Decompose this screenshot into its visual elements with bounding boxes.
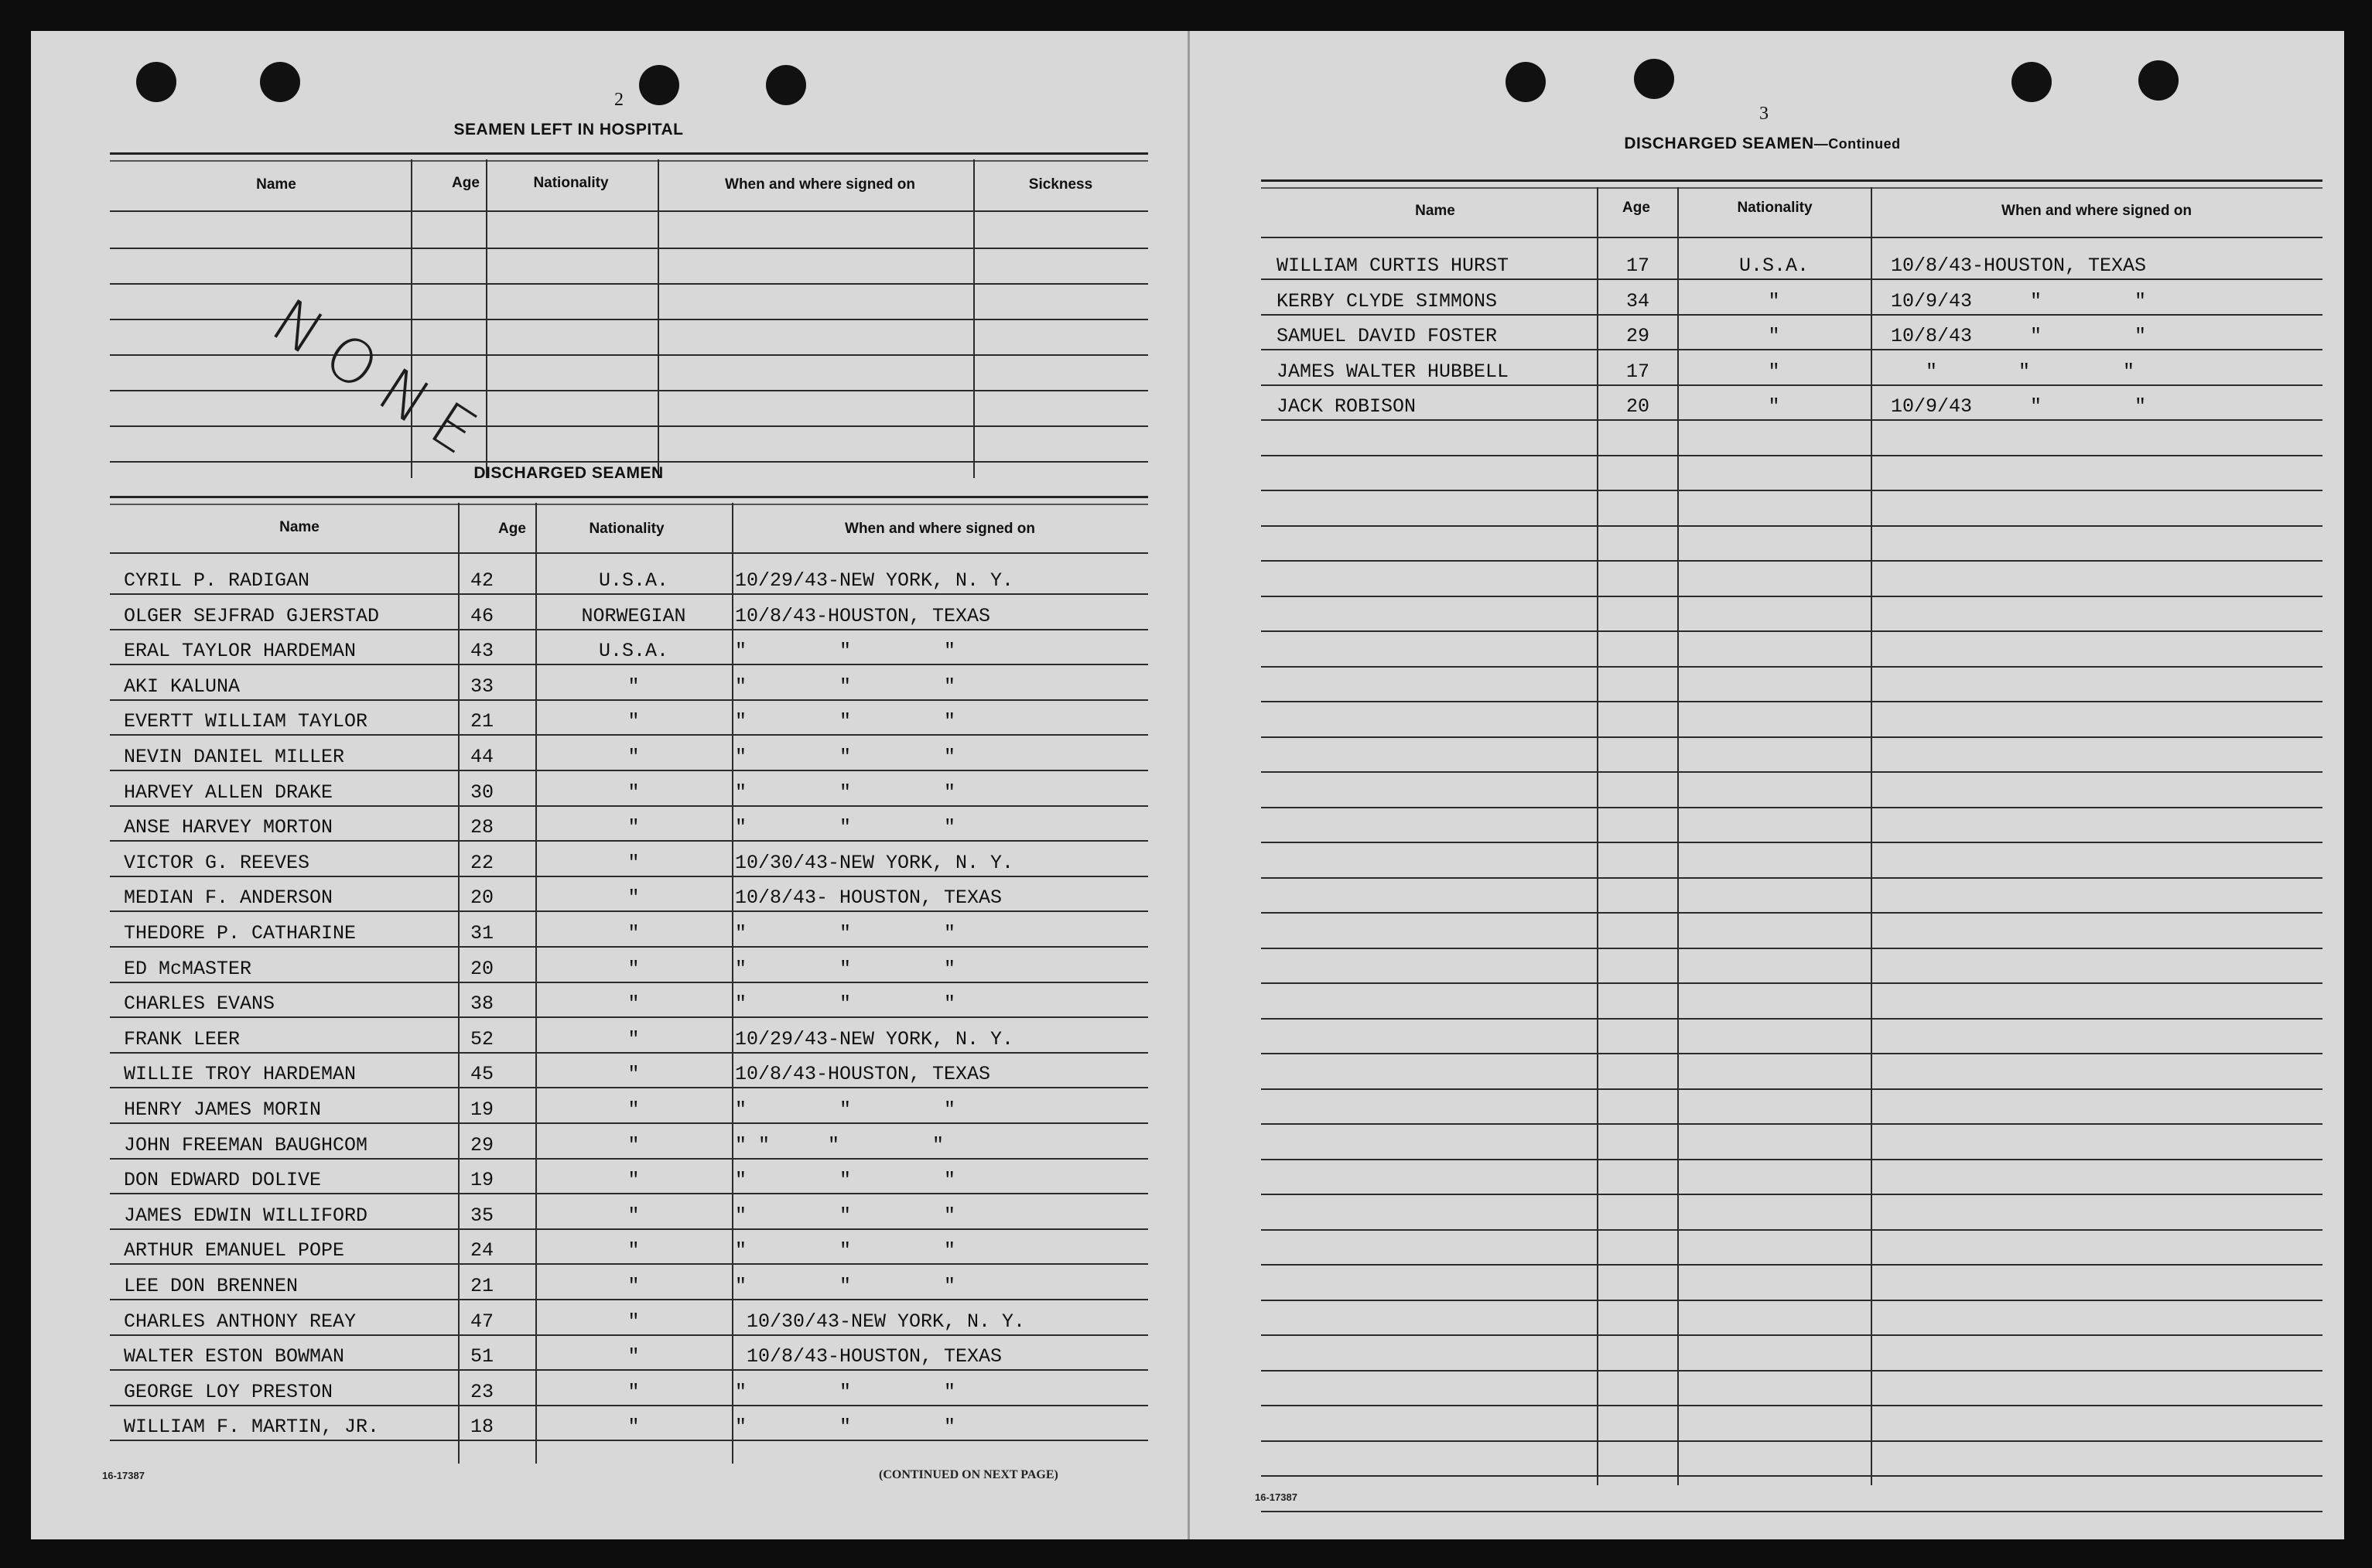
- cell-nationality: U.S.A.: [598, 569, 668, 592]
- row-line: [1261, 1300, 2322, 1301]
- cell-signed: " " ": [735, 922, 956, 945]
- cell-signed: 10/9/43 " ": [1891, 395, 2147, 418]
- cell-signed: 10/8/43-HOUSTON, TEXAS: [735, 604, 991, 627]
- form-number: 16-17387: [1255, 1491, 1297, 1503]
- handwritten-none: NONE: [259, 286, 503, 478]
- cell-name: JACK ROBISON: [1277, 395, 1417, 418]
- cell-name: AKI KALUNA: [124, 675, 241, 698]
- cell-name: VICTOR G. REEVES: [124, 851, 310, 874]
- cell-name: KERBY CLYDE SIMMONS: [1277, 289, 1498, 313]
- cell-nationality: ": [627, 1310, 640, 1333]
- cell-nationality: ": [627, 1416, 640, 1439]
- cell-name: EVERTT WILLIAM TAYLOR: [124, 710, 368, 733]
- row-line: [1261, 560, 2322, 562]
- cell-signed: 10/8/43-HOUSTON, TEXAS: [735, 1063, 991, 1086]
- col-header-signed: When and where signed on: [2001, 203, 2192, 219]
- cell-name: JAMES WALTER HUBBELL: [1277, 360, 1509, 383]
- cell-age: 42: [470, 569, 494, 592]
- cell-age: 17: [1626, 360, 1650, 383]
- cell-nationality: ": [627, 1027, 640, 1050]
- row-line: [110, 664, 1148, 665]
- cell-age: 20: [1626, 395, 1650, 418]
- cell-name: NEVIN DANIEL MILLER: [124, 746, 345, 768]
- cell-signed: " " ": [735, 957, 956, 980]
- row-line: [1261, 630, 2322, 632]
- cell-age: 44: [470, 746, 494, 768]
- cell-nationality: ": [627, 1098, 640, 1121]
- punch-hole: [766, 65, 806, 105]
- cell-nationality: ": [627, 816, 640, 839]
- cell-signed: " " ": [735, 992, 956, 1016]
- cell-signed: " " " ": [735, 1133, 945, 1156]
- page-number: 3: [1759, 104, 1769, 124]
- row-line: [1261, 1264, 2322, 1266]
- cell-age: 21: [470, 1275, 494, 1297]
- form-number: 16-17387: [102, 1470, 145, 1481]
- row-line: [110, 734, 1148, 736]
- discharged-continued-title: [1507, 135, 2018, 153]
- cell-signed: " " ": [735, 816, 956, 839]
- cell-age: 47: [470, 1310, 494, 1333]
- cell-nationality: ": [627, 710, 640, 733]
- row-line: [1261, 1405, 2322, 1406]
- header-rule: [1261, 237, 2322, 238]
- cell-nationality: ": [627, 1345, 640, 1368]
- col-header-sickness: Sickness: [1028, 176, 1093, 193]
- row-line: [110, 699, 1148, 701]
- header-rule: [110, 210, 1148, 212]
- cell-age: 21: [470, 710, 494, 733]
- cell-nationality: U.S.A.: [1738, 255, 1809, 277]
- row-line: [1261, 807, 2322, 808]
- row-line: [110, 1158, 1148, 1160]
- row-line: [110, 770, 1148, 771]
- col-header-name: Name: [256, 176, 296, 193]
- row-line: [110, 910, 1148, 912]
- cell-nationality: ": [627, 992, 640, 1016]
- row-line: [1261, 278, 2322, 280]
- table-rule: [110, 496, 1148, 505]
- row-line: [110, 319, 1148, 320]
- cell-name: HENRY JAMES MORIN: [124, 1098, 322, 1121]
- cell-age: 51: [470, 1345, 494, 1368]
- cell-nationality: ": [627, 922, 640, 945]
- cell-nationality: ": [627, 1275, 640, 1297]
- cell-name: CYRIL P. RADIGAN: [124, 569, 310, 592]
- cell-name: ANSE HARVEY MORTON: [124, 816, 333, 839]
- row-line: [110, 425, 1148, 427]
- row-line: [1261, 1475, 2322, 1477]
- row-line: [110, 1016, 1148, 1018]
- row-line: [1261, 1370, 2322, 1372]
- cell-signed: " " ": [735, 710, 956, 733]
- cell-nationality: ": [627, 851, 640, 874]
- cell-name: WALTER ESTON BOWMAN: [124, 1345, 345, 1368]
- cell-name: GEORGE LOY PRESTON: [124, 1380, 333, 1403]
- cell-signed: " " ": [735, 1416, 956, 1439]
- row-line: [1261, 1229, 2322, 1231]
- cell-signed: " " ": [1891, 360, 2135, 383]
- row-line: [110, 1193, 1148, 1194]
- col-divider: [1597, 187, 1598, 1485]
- title-main: DISCHARGED SEAMEN: [1624, 135, 1814, 152]
- cell-age: 46: [470, 604, 494, 627]
- row-line: [110, 1369, 1148, 1371]
- cell-nationality: ": [627, 1380, 640, 1403]
- title-suffix: —Continued: [1813, 136, 1901, 152]
- row-line: [1261, 1088, 2322, 1090]
- cell-age: 19: [470, 1169, 494, 1192]
- row-line: [1261, 490, 2322, 491]
- right-page: [1190, 31, 2344, 1539]
- col-divider: [1871, 187, 1872, 1485]
- row-line: [110, 1440, 1148, 1441]
- cell-name: FRANK LEER: [124, 1027, 241, 1050]
- col-divider: [732, 503, 733, 1464]
- cell-nationality: ": [627, 1133, 640, 1156]
- punch-hole: [260, 62, 300, 102]
- row-line: [110, 1052, 1148, 1054]
- cell-signed: " " ": [735, 781, 956, 804]
- row-line: [1261, 419, 2322, 421]
- row-line: [1261, 349, 2322, 350]
- cell-name: JOHN FREEMAN BAUGHCOM: [124, 1133, 368, 1156]
- row-line: [1261, 314, 2322, 316]
- row-line: [110, 805, 1148, 807]
- cell-nationality: ": [627, 675, 640, 698]
- cell-nationality: U.S.A.: [598, 640, 668, 663]
- discharged-section-title: DISCHARGED SEAMEN: [473, 464, 664, 482]
- row-line: [1261, 948, 2322, 949]
- row-line: [110, 1228, 1148, 1230]
- cell-age: 31: [470, 922, 494, 945]
- row-line: [110, 354, 1148, 356]
- row-line: [110, 982, 1148, 983]
- cell-nationality: NORWEGIAN: [581, 604, 686, 627]
- header-rule: [110, 552, 1148, 554]
- cell-signed: " " ": [735, 1169, 956, 1192]
- col-header-age: Age: [498, 521, 526, 537]
- cell-name: MEDIAN F. ANDERSON: [124, 886, 333, 910]
- cell-name: WILLIAM CURTIS HURST: [1277, 255, 1509, 277]
- col-header-name: Name: [1415, 203, 1455, 219]
- cell-name: WILLIE TROY HARDEMAN: [124, 1063, 357, 1086]
- cell-signed: 10/29/43-NEW YORK, N. Y.: [735, 569, 1014, 592]
- col-header-nationality: Nationality: [533, 175, 609, 191]
- cell-age: 19: [470, 1098, 494, 1121]
- cell-age: 30: [470, 781, 494, 804]
- row-line: [1261, 842, 2322, 843]
- cell-nationality: ": [1768, 360, 1780, 383]
- col-header-signed: When and where signed on: [845, 521, 1035, 537]
- cell-name: ED McMASTER: [124, 957, 252, 980]
- col-header-age: Age: [1622, 200, 1650, 216]
- cell-age: 45: [470, 1063, 494, 1086]
- cell-age: 33: [470, 675, 494, 698]
- col-header-signed: When and where signed on: [725, 176, 915, 193]
- cell-name: OLGER SEJFRAD GJERSTAD: [124, 604, 380, 627]
- cell-age: 34: [1626, 289, 1650, 313]
- row-line: [110, 1087, 1148, 1088]
- row-line: [1261, 1053, 2322, 1054]
- row-line: [1261, 596, 2322, 597]
- cell-signed: 10/30/43-NEW YORK, N. Y.: [735, 851, 1014, 874]
- row-line: [1261, 912, 2322, 914]
- cell-signed: " " ": [735, 1204, 956, 1227]
- col-header-nationality: Nationality: [589, 521, 665, 537]
- cell-nationality: ": [1768, 395, 1780, 418]
- cell-nationality: ": [627, 1239, 640, 1262]
- row-line: [110, 248, 1148, 249]
- row-line: [110, 390, 1148, 391]
- cell-age: 35: [470, 1204, 494, 1227]
- row-line: [1261, 877, 2322, 879]
- table-rule: [110, 152, 1148, 162]
- page-number: 2: [614, 90, 624, 110]
- row-line: [110, 593, 1148, 595]
- cell-age: 23: [470, 1380, 494, 1403]
- row-line: [1261, 1159, 2322, 1160]
- cell-signed: 10/8/43-HOUSTON, TEXAS: [1891, 255, 2147, 277]
- cell-signed: " " ": [735, 1239, 956, 1262]
- punch-hole: [1634, 59, 1674, 99]
- cell-signed: 10/29/43-NEW YORK, N. Y.: [735, 1027, 1014, 1050]
- row-line: [110, 946, 1148, 948]
- cell-nationality: ": [627, 886, 640, 910]
- cell-nationality: ": [627, 1169, 640, 1192]
- cell-age: 24: [470, 1239, 494, 1262]
- cell-nationality: ": [627, 1063, 640, 1086]
- cell-name: JAMES EDWIN WILLIFORD: [124, 1204, 368, 1227]
- cell-age: 29: [470, 1133, 494, 1156]
- cell-name: CHARLES ANTHONY REAY: [124, 1310, 357, 1333]
- cell-signed: 10/30/43-NEW YORK, N. Y.: [735, 1310, 1026, 1333]
- left-page: [31, 31, 1188, 1539]
- cell-age: 43: [470, 640, 494, 663]
- row-line: [110, 876, 1148, 877]
- page-fold: [1188, 31, 1190, 1539]
- cell-name: DON EDWARD DOLIVE: [124, 1169, 322, 1192]
- cell-name: ARTHUR EMANUEL POPE: [124, 1239, 345, 1262]
- cell-signed: 10/8/43-HOUSTON, TEXAS: [735, 1345, 1003, 1368]
- cell-nationality: ": [627, 746, 640, 768]
- cell-signed: 10/8/43- HOUSTON, TEXAS: [735, 886, 1003, 910]
- row-line: [110, 629, 1148, 630]
- punch-hole: [639, 65, 679, 105]
- cell-age: 20: [470, 886, 494, 910]
- row-line: [1261, 771, 2322, 773]
- row-line: [110, 1299, 1148, 1300]
- cell-name: HARVEY ALLEN DRAKE: [124, 781, 333, 804]
- continued-note: (CONTINUED ON NEXT PAGE): [879, 1468, 1058, 1481]
- row-line: [1261, 666, 2322, 668]
- cell-nationality: ": [627, 957, 640, 980]
- hospital-section-title: SEAMEN LEFT IN HOSPITAL: [453, 121, 684, 138]
- cell-age: 28: [470, 816, 494, 839]
- cell-age: 18: [470, 1416, 494, 1439]
- cell-nationality: ": [627, 1204, 640, 1227]
- cell-signed: 10/9/43 " ": [1891, 289, 2147, 313]
- cell-name: CHARLES EVANS: [124, 992, 275, 1016]
- cell-age: 22: [470, 851, 494, 874]
- cell-signed: " " ": [735, 1098, 956, 1121]
- col-header-age: Age: [452, 175, 480, 191]
- cell-signed: " " ": [735, 746, 956, 768]
- row-line: [1261, 384, 2322, 386]
- table-rule: [1261, 179, 2322, 189]
- cell-signed: " " ": [735, 675, 956, 698]
- row-line: [1261, 1440, 2322, 1442]
- row-line: [1261, 1123, 2322, 1125]
- row-line: [110, 1263, 1148, 1265]
- cell-signed: " " ": [735, 1275, 956, 1297]
- row-line: [1261, 736, 2322, 738]
- cell-nationality: ": [1768, 325, 1780, 347]
- col-header-name: Name: [279, 519, 320, 535]
- cell-age: 20: [470, 957, 494, 980]
- cell-name: LEE DON BRENNEN: [124, 1275, 299, 1297]
- row-line: [1261, 1018, 2322, 1020]
- cell-name: WILLIAM F. MARTIN, JR.: [124, 1416, 380, 1439]
- row-line: [110, 461, 1148, 463]
- cell-signed: 10/8/43 " ": [1891, 325, 2147, 347]
- cell-age: 38: [470, 992, 494, 1016]
- punch-hole: [2011, 62, 2052, 102]
- cell-nationality: ": [1768, 289, 1780, 313]
- row-line: [1261, 1334, 2322, 1336]
- cell-name: SAMUEL DAVID FOSTER: [1277, 325, 1498, 347]
- row-line: [110, 1334, 1148, 1336]
- punch-hole: [1506, 62, 1546, 102]
- col-header-nationality: Nationality: [1737, 200, 1813, 216]
- row-line: [110, 840, 1148, 842]
- cell-name: ERAL TAYLOR HARDEMAN: [124, 640, 357, 663]
- cell-name: THEDORE P. CATHARINE: [124, 922, 357, 945]
- row-line: [1261, 701, 2322, 702]
- row-line: [1261, 525, 2322, 527]
- row-line: [110, 1122, 1148, 1124]
- row-line: [1261, 455, 2322, 456]
- cell-signed: " " ": [735, 640, 956, 663]
- cell-signed: " " ": [735, 1380, 956, 1403]
- row-line: [110, 283, 1148, 285]
- row-line: [1261, 1194, 2322, 1195]
- cell-nationality: ": [627, 781, 640, 804]
- row-line: [1261, 982, 2322, 984]
- punch-hole: [136, 62, 176, 102]
- punch-hole: [2138, 60, 2179, 101]
- cell-age: 52: [470, 1027, 494, 1050]
- cell-age: 29: [1626, 325, 1650, 347]
- cell-age: 17: [1626, 255, 1650, 277]
- row-line: [110, 1405, 1148, 1406]
- row-line: [1261, 1511, 2322, 1512]
- col-divider: [458, 503, 460, 1464]
